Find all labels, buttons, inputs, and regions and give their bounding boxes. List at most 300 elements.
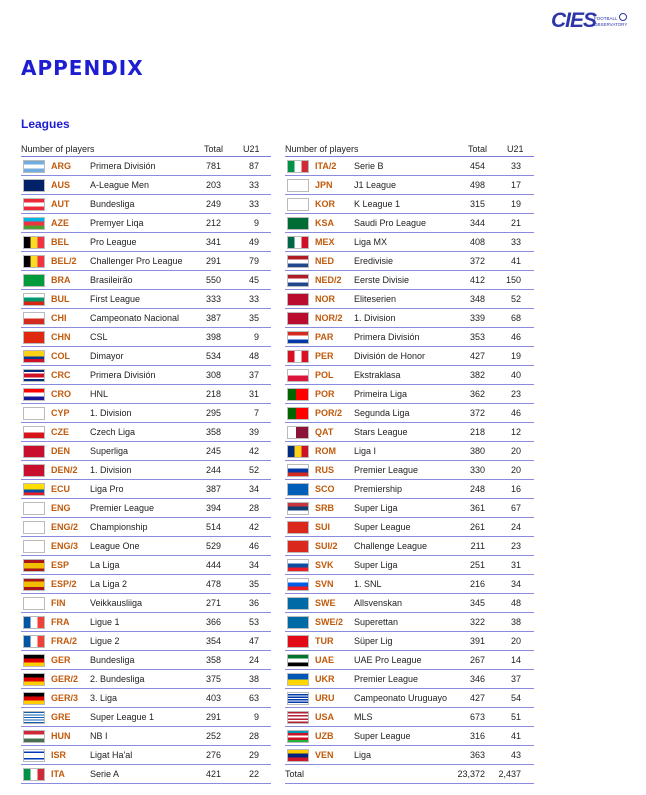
- league-name: Super Liga: [354, 560, 398, 570]
- u21-players: 9: [253, 712, 259, 722]
- flag-icon: [23, 426, 45, 439]
- u21-players: 9: [253, 332, 259, 342]
- total-players: 394: [205, 503, 221, 513]
- total-players: 372: [469, 256, 485, 266]
- total-players: 498: [469, 180, 485, 190]
- league-name: Serie B: [354, 161, 384, 171]
- u21-players: 68: [510, 313, 521, 323]
- table-row: [285, 214, 534, 233]
- total-players: 216: [469, 579, 485, 589]
- flag-icon: [23, 331, 45, 344]
- table-row: [285, 176, 534, 195]
- league-name: Liga: [354, 750, 372, 760]
- flag-icon: [287, 426, 309, 439]
- total-players: 251: [469, 560, 485, 570]
- u21-players: 42: [248, 446, 259, 456]
- table-row: [21, 480, 271, 499]
- table-row: [21, 708, 271, 727]
- league-code: UAE: [315, 655, 335, 665]
- table-row: [21, 518, 271, 537]
- flag-icon: [287, 597, 309, 610]
- league-name: Eerste Divisie: [354, 275, 410, 285]
- total-players: 245: [205, 446, 221, 456]
- league-name: Super League 1: [90, 712, 155, 722]
- league-code: USA: [315, 712, 335, 722]
- table-row: [21, 499, 271, 518]
- u21-players: 28: [248, 503, 259, 513]
- table-row: [285, 195, 534, 214]
- u21-players: 36: [248, 598, 259, 608]
- total-players: 444: [205, 560, 221, 570]
- table-row: [21, 556, 271, 575]
- total-players: 514: [205, 522, 221, 532]
- u21-players: 87: [248, 161, 259, 171]
- league-code: NOR/2: [315, 313, 343, 323]
- total-players: 362: [469, 389, 485, 399]
- table-row: [21, 613, 271, 632]
- flag-icon: [287, 692, 309, 705]
- league-code: POL: [315, 370, 334, 380]
- u21-players: 37: [510, 674, 521, 684]
- league-name: Challenger Pro League: [90, 256, 183, 266]
- league-name: K League 1: [354, 199, 401, 209]
- header-u21: U21: [243, 144, 260, 154]
- league-code: TUR: [315, 636, 334, 646]
- league-code: JPN: [315, 180, 333, 190]
- u21-players: 34: [248, 484, 259, 494]
- flag-icon: [287, 198, 309, 211]
- league-code: PAR: [315, 332, 334, 342]
- league-code: POR/2: [315, 408, 343, 418]
- league-name: 1. Division: [354, 313, 396, 323]
- flag-icon: [23, 654, 45, 667]
- table-row: [285, 461, 534, 480]
- league-name: UAE Pro League: [354, 655, 422, 665]
- league-code: SUI/2: [315, 541, 338, 551]
- flag-icon: [23, 274, 45, 287]
- league-code: URU: [315, 693, 335, 703]
- table-row: [21, 309, 271, 328]
- total-players: 361: [469, 503, 485, 513]
- u21-players: 22: [248, 769, 259, 779]
- flag-icon: [23, 521, 45, 534]
- u21-players: 33: [510, 237, 521, 247]
- flag-icon: [23, 388, 45, 401]
- flag-icon: [23, 749, 45, 762]
- total-players: 345: [469, 598, 485, 608]
- table-row: [21, 195, 271, 214]
- u21-players: 20: [510, 636, 521, 646]
- u21-players: 7: [253, 408, 259, 418]
- table-row: [285, 575, 534, 594]
- u21-players: 48: [248, 351, 259, 361]
- total-players: 358: [205, 655, 221, 665]
- league-name: A-League Men: [90, 180, 150, 190]
- league-name: 2. Bundesliga: [90, 674, 145, 684]
- league-code: UZB: [315, 731, 334, 741]
- flag-icon: [23, 255, 45, 268]
- league-code: QAT: [315, 427, 334, 437]
- flag-icon: [23, 312, 45, 325]
- league-name: Premiership: [354, 484, 403, 494]
- u21-players: 20: [510, 465, 521, 475]
- table-row: [285, 157, 534, 176]
- u21-players: 9: [253, 218, 259, 228]
- league-code: NED: [315, 256, 335, 266]
- total-players: 348: [469, 294, 485, 304]
- u21-players: 49: [248, 237, 259, 247]
- total-players: 534: [205, 351, 221, 361]
- flag-icon: [23, 559, 45, 572]
- u21-players: 31: [248, 389, 259, 399]
- total-players: 408: [469, 237, 485, 247]
- header-total: Total: [204, 144, 224, 154]
- table-row: [285, 290, 534, 309]
- flag-icon: [287, 293, 309, 306]
- u21-players: 63: [248, 693, 259, 703]
- u21-players: 33: [248, 180, 259, 190]
- total-players: 398: [205, 332, 221, 342]
- table-row: [21, 651, 271, 670]
- total-players: 291: [205, 712, 221, 722]
- total-players: 375: [205, 674, 221, 684]
- u21-players: 42: [248, 522, 259, 532]
- flag-icon: [287, 749, 309, 762]
- total-players: 387: [205, 484, 221, 494]
- table-row: [21, 746, 271, 765]
- league-code: POR: [315, 389, 335, 399]
- u21-players: 43: [510, 750, 521, 760]
- total-players: 203: [205, 180, 221, 190]
- league-code: SCO: [315, 484, 335, 494]
- flag-icon: [23, 692, 45, 705]
- league-name: Süper Lig: [354, 636, 393, 646]
- table-row: [21, 632, 271, 651]
- total-players: 341: [205, 237, 221, 247]
- league-code: SRB: [315, 503, 335, 513]
- league-code: CYP: [51, 408, 70, 418]
- flag-icon: [23, 502, 45, 515]
- total-players: 344: [469, 218, 485, 228]
- league-code: SVK: [315, 560, 334, 570]
- league-code: MEX: [315, 237, 335, 247]
- u21-players: 38: [248, 674, 259, 684]
- league-code: KOR: [315, 199, 335, 209]
- table-row: [21, 328, 271, 347]
- league-name: Czech Liga: [90, 427, 136, 437]
- logo-tagline: FOOTBALL OBSERVATORY: [594, 16, 628, 27]
- total-u21: 2,437: [498, 769, 521, 779]
- header-players: Number of players: [21, 144, 95, 154]
- league-code: UKR: [315, 674, 335, 684]
- u21-players: 51: [510, 712, 521, 722]
- flag-icon: [287, 236, 309, 249]
- league-name: Superettan: [354, 617, 399, 627]
- u21-players: 29: [248, 750, 259, 760]
- flag-icon: [287, 179, 309, 192]
- league-name: 1. Division: [90, 408, 132, 418]
- flag-icon: [287, 312, 309, 325]
- league-code: SWE/2: [315, 617, 344, 627]
- total-players: 529: [205, 541, 221, 551]
- league-name: Dimayor: [90, 351, 124, 361]
- u21-players: 45: [248, 275, 259, 285]
- total-players: 380: [469, 446, 485, 456]
- flag-icon: [287, 407, 309, 420]
- flag-icon: [287, 483, 309, 496]
- u21-players: 19: [510, 351, 521, 361]
- leagues-table-right: [285, 143, 534, 784]
- u21-players: 46: [510, 332, 521, 342]
- flag-icon: [287, 654, 309, 667]
- table-row: [21, 385, 271, 404]
- league-name: Allsvenskan: [354, 598, 403, 608]
- total-players: 218: [205, 389, 221, 399]
- u21-players: 16: [510, 484, 521, 494]
- league-code: SWE: [315, 598, 336, 608]
- league-name: Saudi Pro League: [354, 218, 427, 228]
- league-name: Premier League: [354, 465, 419, 475]
- league-code: AUS: [51, 180, 71, 190]
- league-code: PER: [315, 351, 334, 361]
- u21-players: 48: [510, 598, 521, 608]
- table-header: [21, 143, 271, 157]
- table-row: [21, 727, 271, 746]
- total-players: 248: [469, 484, 485, 494]
- u21-players: 31: [510, 560, 521, 570]
- league-code: ECU: [51, 484, 71, 494]
- flag-icon: [23, 236, 45, 249]
- football-icon: [619, 13, 627, 21]
- flag-icon: [23, 730, 45, 743]
- league-name: League One: [90, 541, 140, 551]
- u21-players: 12: [510, 427, 521, 437]
- flag-icon: [287, 578, 309, 591]
- table-row: [21, 404, 271, 423]
- table-header: [285, 143, 534, 157]
- table-row: [285, 651, 534, 670]
- table-row: [21, 176, 271, 195]
- u21-players: 17: [510, 180, 521, 190]
- table-row: [285, 328, 534, 347]
- league-code: HUN: [51, 731, 71, 741]
- total-players: 366: [205, 617, 221, 627]
- u21-players: 19: [510, 199, 521, 209]
- table-row: [21, 461, 271, 480]
- total-players: 322: [469, 617, 485, 627]
- league-code: ITA/2: [315, 161, 337, 171]
- u21-players: 14: [510, 655, 521, 665]
- league-name: Primera División: [90, 161, 156, 171]
- total-players: 333: [205, 294, 221, 304]
- table-row: [285, 689, 534, 708]
- u21-players: 54: [510, 693, 521, 703]
- total-players: 252: [205, 731, 221, 741]
- league-name: Championship: [90, 522, 148, 532]
- table-row: [21, 252, 271, 271]
- league-name: Veikkausliiga: [90, 598, 143, 608]
- total-players: 316: [469, 731, 485, 741]
- league-name: Bundesliga: [90, 199, 135, 209]
- league-name: Primera División: [354, 332, 420, 342]
- page-title: APPENDIX: [21, 56, 144, 80]
- league-code: DEN/2: [51, 465, 78, 475]
- league-name: Super League: [354, 731, 411, 741]
- league-code: NED/2: [315, 275, 342, 285]
- total-players: 339: [469, 313, 485, 323]
- u21-players: 39: [248, 427, 259, 437]
- u21-players: 79: [248, 256, 259, 266]
- total-players: 781: [205, 161, 221, 171]
- flag-icon: [287, 331, 309, 344]
- u21-players: 47: [248, 636, 259, 646]
- league-name: Stars League: [354, 427, 408, 437]
- league-name: Segunda Liga: [354, 408, 410, 418]
- league-name: Eredivisie: [354, 256, 394, 266]
- total-players: 372: [469, 408, 485, 418]
- league-name: División de Honor: [354, 351, 426, 361]
- u21-players: 150: [505, 275, 521, 285]
- u21-players: 40: [510, 370, 521, 380]
- league-name: La Liga: [90, 560, 120, 570]
- flag-icon: [23, 673, 45, 686]
- table-row: [21, 423, 271, 442]
- total-players: 212: [205, 218, 221, 228]
- flag-icon: [23, 217, 45, 230]
- leagues-table-left: [21, 143, 271, 784]
- table-row: [285, 556, 534, 575]
- flag-icon: [287, 673, 309, 686]
- flag-icon: [23, 464, 45, 477]
- total-players: 315: [469, 199, 485, 209]
- u21-players: 46: [248, 541, 259, 551]
- league-code: SUI: [315, 522, 331, 532]
- league-code: VEN: [315, 750, 334, 760]
- u21-players: 34: [510, 579, 521, 589]
- league-code: GER/3: [51, 693, 79, 703]
- u21-players: 23: [510, 541, 521, 551]
- total-players: 291: [205, 256, 221, 266]
- league-name: Bundesliga: [90, 655, 135, 665]
- league-code: KSA: [315, 218, 335, 228]
- total-players: 391: [469, 636, 485, 646]
- section-title: Leagues: [21, 117, 70, 131]
- table-row: [285, 271, 534, 290]
- table-row: [285, 347, 534, 366]
- logo-text: CIES: [551, 9, 597, 32]
- league-name: Liga MX: [354, 237, 388, 247]
- u21-players: 37: [248, 370, 259, 380]
- league-code: ENG/3: [51, 541, 79, 551]
- total-players: 382: [469, 370, 485, 380]
- header-total: Total: [468, 144, 488, 154]
- u21-players: 67: [510, 503, 521, 513]
- league-code: ENG: [51, 503, 71, 513]
- table-row: [21, 214, 271, 233]
- flag-icon: [23, 540, 45, 553]
- league-code: BEL: [51, 237, 69, 247]
- league-code: RUS: [315, 465, 335, 475]
- league-name: First League: [90, 294, 141, 304]
- flag-icon: [287, 350, 309, 363]
- table-row: [285, 385, 534, 404]
- total-players: 427: [469, 351, 485, 361]
- table-row: [21, 537, 271, 556]
- league-name: Ligue 1: [90, 617, 120, 627]
- u21-players: 52: [510, 294, 521, 304]
- flag-icon: [287, 559, 309, 572]
- league-name: 1. SNL: [354, 579, 382, 589]
- league-code: CZE: [51, 427, 69, 437]
- league-code: SVN: [315, 579, 334, 589]
- u21-players: 34: [248, 560, 259, 570]
- total-players: 267: [469, 655, 485, 665]
- total-players: 358: [205, 427, 221, 437]
- u21-players: 52: [248, 465, 259, 475]
- league-name: Superliga: [90, 446, 129, 456]
- total-players: 412: [469, 275, 485, 285]
- league-name: Ligue 2: [90, 636, 120, 646]
- league-name: Premyer Liqa: [90, 218, 144, 228]
- league-code: CHI: [51, 313, 67, 323]
- u21-players: 41: [510, 256, 521, 266]
- table-row: [21, 594, 271, 613]
- u21-players: 41: [510, 731, 521, 741]
- u21-players: 33: [510, 161, 521, 171]
- league-code: FRA/2: [51, 636, 78, 646]
- flag-icon: [23, 445, 45, 458]
- flag-icon: [287, 540, 309, 553]
- table-row: [285, 632, 534, 651]
- flag-icon: [23, 768, 45, 781]
- flag-icon: [23, 483, 45, 496]
- total-players: 330: [469, 465, 485, 475]
- total-row: [285, 765, 534, 784]
- league-code: AZE: [51, 218, 69, 228]
- league-name: Challenge League: [354, 541, 428, 551]
- league-code: BUL: [51, 294, 70, 304]
- league-code: ITA: [51, 769, 65, 779]
- cies-logo: [551, 9, 631, 33]
- total-players: 478: [205, 579, 221, 589]
- total-players: 261: [469, 522, 485, 532]
- flag-icon: [287, 445, 309, 458]
- league-name: Ekstraklasa: [354, 370, 401, 380]
- league-code: DEN: [51, 446, 71, 456]
- total-players: 295: [205, 408, 221, 418]
- table-row: [285, 708, 534, 727]
- total-players: 249: [205, 199, 221, 209]
- u21-players: 46: [510, 408, 521, 418]
- total-players: 244: [205, 465, 221, 475]
- league-name: J1 League: [354, 180, 397, 190]
- league-code: GER: [51, 655, 71, 665]
- league-name: Liga Pro: [90, 484, 124, 494]
- league-name: MLS: [354, 712, 373, 722]
- total-players: 218: [469, 427, 485, 437]
- league-code: ARG: [51, 161, 71, 171]
- u21-players: 38: [510, 617, 521, 627]
- league-name: CSL: [90, 332, 108, 342]
- flag-icon: [23, 160, 45, 173]
- flag-icon: [23, 635, 45, 648]
- league-name: Premier League: [354, 674, 419, 684]
- total-players: 387: [205, 313, 221, 323]
- table-row: [21, 347, 271, 366]
- league-code: BRA: [51, 275, 71, 285]
- table-row: [21, 765, 271, 784]
- flag-icon: [287, 217, 309, 230]
